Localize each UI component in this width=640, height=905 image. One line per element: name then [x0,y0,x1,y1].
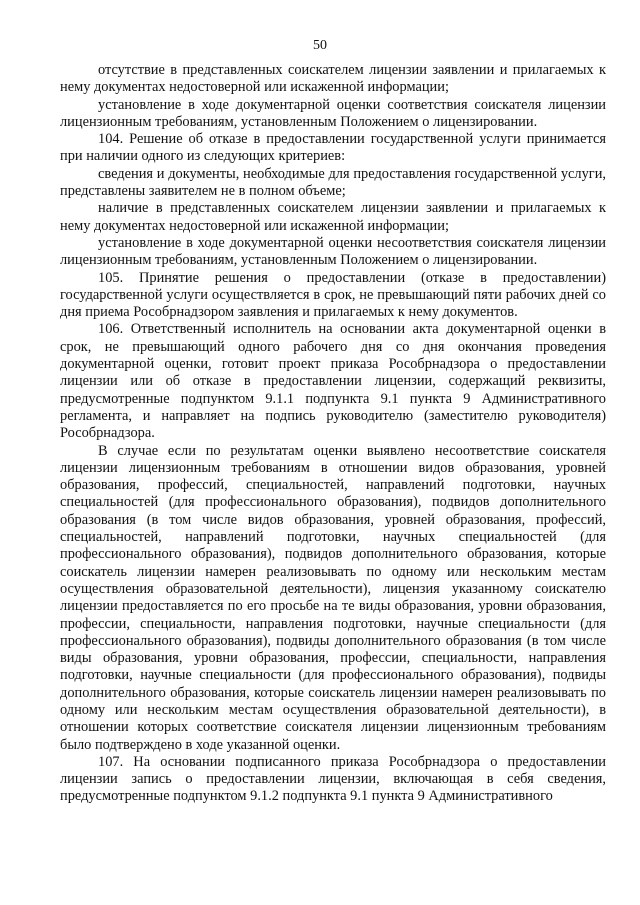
paragraph: 107. На основании подписанного приказа Рособрнадзора о предоставлении лицензии запись о предоставлении лицензии, включающая в себя сведения, предусмотренные подпунктом 9.1.2 подпункта 9.1 пункта 9 Административного [60,753,606,805]
paragraph: наличие в представленных соискателем лицензии заявлении и прилагаемых к нему документах недостоверной или искаженной информации; [60,200,606,234]
paragraph: 106. Ответственный исполнитель на основании акта документарной оценки в срок, не превышающий одного рабочего дня со дня окончания проведения документарной оценки, готовит проект приказа Рособрнадзора о предоставлении лицензии или об отказе в предоставлении лицензии, содержащий реквизиты, предусмотренные подпунктом 9.1.1 подпункта 9.1 пункта 9 Административного регламента, и направляет на подпись руководителю (заместителю руководителя) Рособрнадзора. [60,321,606,442]
paragraph: 104. Решение об отказе в предоставлении государственной услуги принимается при наличии одного из следующих критериев: [60,131,606,165]
document-body [60,62,606,806]
paragraph: отсутствие в представленных соискателем лицензии заявлении и прилагаемых к нему документах недостоверной или искаженной информации; [60,62,606,96]
paragraph: сведения и документы, необходимые для предоставления государственной услуги, представлены заявителем не в полном объеме; [60,165,606,200]
paragraph: 105. Принятие решения о предоставлении (отказе в предоставлении) государственной услуги осуществляется в срок, не превышающий пяти рабочих дней со дня приема Рособрнадзором заявления и прилагаемых к нему документов. [60,269,606,321]
page-number: 50 [313,38,327,53]
paragraph: В случае если по результатам оценки выявлено несоответствие соискателя лицензии лицензионным требованиям в отношении видов образования, уровней образования, профессий, специальностей, направлений подготовки, научных специальностей (для профессионального образования), подвидов дополнительного образования (в том числе видов образования, уровней образования, профессий, специальностей, направлений подготовки, научных специальностей (для профессионального образования), подвидов дополнительного образования, которые соискатель лицензии намерен реализовывать по одному или нескольким местам осуществления образовательной деятельности), лицензия указанному соискателю лицензии предоставляется по его просьбе на те виды образования, уровни образования, профессии, специальности, направления подготовки, научные специальности (для профессионального образования), подвиды дополнительного образования (в том числе виды образования, уровни образования, профессии, специальности, направления подготовки, научные специальности (для профессионального образования), подвиды дополнительного образования, которые соискатель лицензии намерен реализовывать по одному или нескольким местам осуществления образовательной деятельности), в отношении которых соответствие соискателя лицензии лицензионным требованиям было подтверждено в ходе указанной оценки. [60,442,606,753]
paragraph: установление в ходе документарной оценки несоответствия соискателя лицензии лицензионным требованиям, установленным Положением о лицензировании. [60,234,606,269]
paragraph: установление в ходе документарной оценки соответствия соискателя лицензии лицензионным требованиям, установленным Положением о лицензировании. [60,96,606,130]
